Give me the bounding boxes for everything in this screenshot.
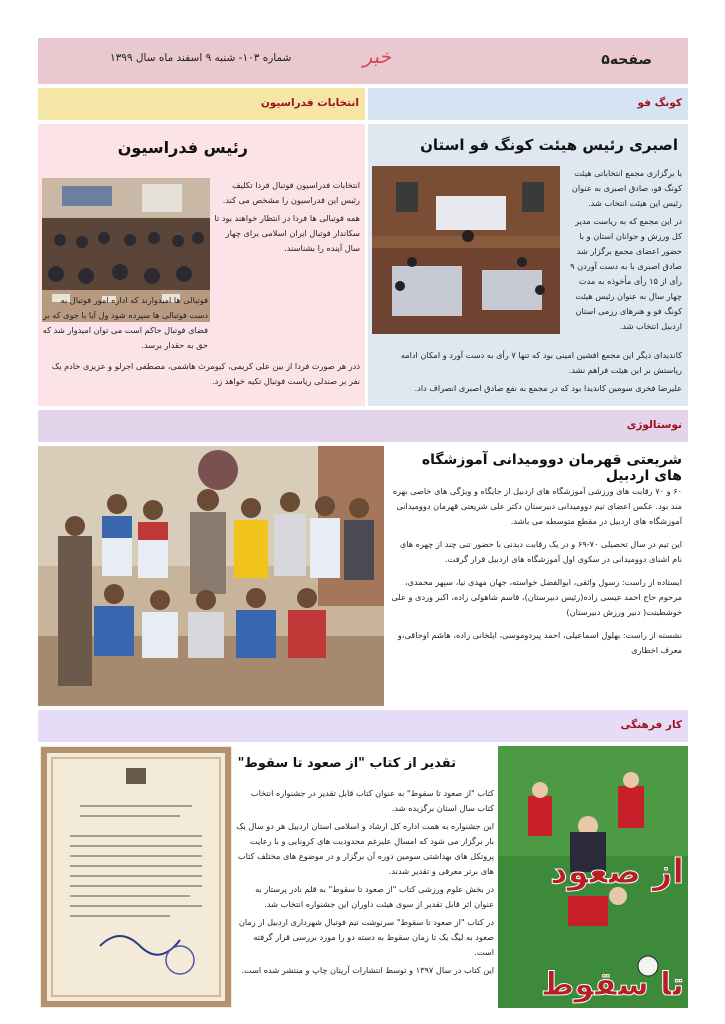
federation-title: رئیس فدراسیون: [117, 138, 248, 157]
nostalgia-paragraph: نشسته از راست: بهلول اسماعیلی، احمد پیردوموسی، ایلخانی زاده، هاشم اوجاقی،و معرف اخطاری: [397, 630, 682, 655]
nostalgia-title: شریعتی قهرمان دوومیدانی آموزشگاه های اردبیل: [421, 452, 682, 484]
book-cover-title-line1: از صعود: [550, 852, 684, 892]
federation-paragraph: ذدر هر صورت فردا از بین علی کریمی، کیومرث هاشمی، مصطفی اجرلو و عزیزی خادم یک نفر بر صندلی ریاست فوتبال تکیه خواهد زد.: [51, 361, 360, 386]
page-number: صفحه۵: [601, 52, 652, 68]
culture-paragraph: این کتاب در سال ۱۳۹۷ و توسط انتشارات آریتان چاپ و منتشر شده است.: [241, 965, 494, 975]
page-header: [38, 38, 688, 84]
section-label-kungfu: کونگ فو: [637, 97, 682, 109]
team-photo: [38, 446, 384, 706]
nostalgia-paragraph: این تیم در سال تحصیلی ۷۰-۶۹ و در یک رقابت دیدنی با حضور تنی چند از چهره های نام اشنای دوومیدانی در سکوی اول آموزشگاه های اردبیل قرار گرفت.: [399, 539, 682, 564]
culture-body: [236, 786, 494, 981]
kungfu-paragraph: کاندیدای دیگر این مجمع افشین امینی بود که تنها ۷ رأی به دست آورد و امکان ادامه ریاستش بر این هیئت فراهم نشد.: [400, 350, 682, 375]
federation-body-wide: [42, 293, 360, 392]
culture-paragraph: در بخش علوم ورزشی کتاب "از صعود تا سقوط" به قلم نادر پرستار به عنوان اثر قابل تقدیر از سوی هیئت داوران این جشنواره انتخاب شد.: [255, 884, 494, 909]
section-band-culture: [38, 710, 688, 742]
federation-paragraph: انتخابات فدراسیون فوتبال فردا تکلیف رئیس این فدراسیون را مشخص می کند.: [222, 180, 360, 205]
culture-paragraph: این جشنواره به همت اداره کل ارشاد و اسلامی استان اردبیل هر دو سال یک بار برگزار می شود که امسال علیرغم محدودیت های کرونایی و با رعایت پروتکل های بهداشتی سومین دوره آن برگزار و در موضوع های مختلف کتاب های برتر معرفی و تقدیر شدند.: [236, 821, 494, 876]
section-label-nostalgia: نوستالوژی: [626, 419, 682, 431]
kungfu-paragraph: با برگزاری مجمع انتخاباتی هیئت کونگ فو، صادق اصبری به عنوان رئیس این هیئت انتخاب شد.: [571, 168, 682, 208]
federation-paragraph: فوتبالی ها امیدوارند که اداره امور فوتبال به دست فوتبالی ها سپرده شود ول آیا با جوی که بر فضای فوتبال حاکم است می توان امیدوار شد که حق به حقدار برسد.: [42, 295, 208, 350]
federation-paragraph: همه فوتبالی ها فردا در انتظار خواهند بود تا سکاندار فوتبال ایران اسلامی برای چهار سال آینده را بشناسند.: [214, 213, 360, 253]
nostalgia-paragraph: ایستاده از راست: رسول واثقی، ابوالفضل خواسته، جهان مهدی نیا، سپهر محمدی، مرحوم حاج احمد عیسی زاده(رئیس دبیرستان)، قاسم شاهولی زاده، اکبر وردی و علی خوشطینت( دبیر ورزش دبیرستان): [391, 577, 682, 617]
newspaper-logo: خبر: [363, 46, 391, 68]
kungfu-body: [564, 166, 682, 337]
kungfu-paragraph: علیرضا فخری سومین کاندیدا بود که در مجمع به نفع صادق اصبری انصراف داد.: [414, 383, 682, 393]
certificate-image: [40, 746, 232, 1008]
book-cover-title-line2: تا سقوط: [541, 965, 684, 1003]
culture-title: تقدیر از کتاب "از صعود تا سقوط": [237, 756, 456, 771]
kungfu-meeting-photo: [372, 166, 560, 334]
culture-paragraph: کتاب "از صعود تا سقوط" به عنوان کتاب قابل تقدیر در جشنواره انتخاب کتاب سال استان برگزیده شد.: [250, 788, 494, 813]
culture-paragraph: در کتاب "از صعود تا سقوط" سرنوشت تیم فوتبال شهرداری اردبیل از زمان صعود به لیگ یک تا زمان سقوط به دسته دو را مورد بررسی قرار گرفته است.: [238, 917, 494, 957]
kungfu-body-wide: [372, 348, 682, 399]
section-label-culture: کار فرهنگی: [620, 719, 682, 731]
issue-info: شماره ۱۰۳- شنبه ۹ اسفند ماه سال ۱۳۹۹: [110, 52, 292, 64]
section-label-federation: انتخابات فدراسیون: [260, 97, 359, 109]
section-band-kungfu: [368, 88, 688, 120]
nostalgia-body: [390, 484, 682, 661]
section-band-nostalgia: [38, 410, 688, 442]
kungfu-title: اصبری رئیس هیئت کونگ فو استان: [420, 136, 678, 154]
section-band-federation: [38, 88, 365, 120]
book-cover-image: [498, 746, 688, 1008]
nostalgia-paragraph: ۶۰ و ۷۰ رقابت های ورزشی آموزشگاه های اردبیل از جایگاه و ویژگی های خاصی بهره مند بود. عکس اعضای تیم دوومیدانی دبیرستان دکتر علی شریعتی قهرمان دوومیدانی آموزشگاه های اردبیل در مقطع متوسطه می باشد.: [392, 486, 682, 526]
kungfu-paragraph: در این مجمع که به ریاست مدیر کل ورزش و جوانان استان و با حضور اعضای مجمع برگزار شد صادق اصبری با به دست آوردن ۹ رأی از ۱۵ رأی مأخوذه به مدت چهار سال به عنوان رئیس هیئت کونگ فو و هنرهای رزمی استان اردبیل انتخاب شد.: [570, 216, 682, 331]
federation-body: [214, 178, 360, 259]
